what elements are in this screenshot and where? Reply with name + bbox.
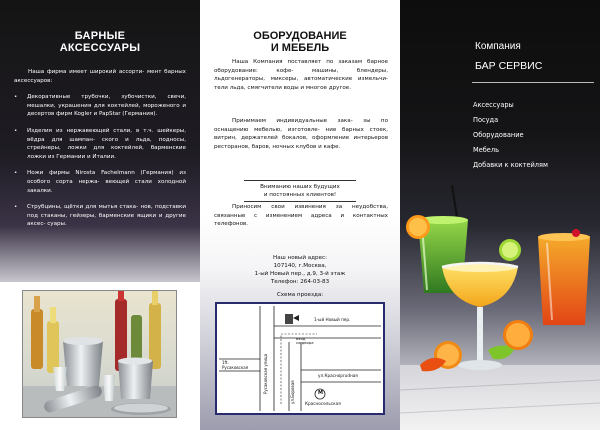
- list-item: [14, 127, 186, 161]
- map-label-rusakovskaya-street: Русаковская улица: [263, 353, 268, 394]
- address-line: 107140, г.Москва,: [273, 263, 327, 269]
- map-label-metro-station: Красносельская: [305, 401, 341, 406]
- panel-equipment-furniture: [200, 0, 400, 430]
- map-label-rusakovskaya-num: 1ft. Русаковская: [222, 360, 249, 370]
- list-item: Аксессуары: [473, 101, 514, 109]
- bar-accessories-photo: [22, 290, 177, 418]
- map-heading: Схема проезда:: [276, 292, 324, 298]
- bullet-icon: •: [14, 127, 18, 134]
- metro-icon: М: [318, 390, 323, 396]
- panel-cover: [400, 0, 600, 430]
- list-item: [14, 93, 186, 119]
- list-item-text: Ножи фирмы Nirosta Fachelmann (Германия) из особого сорта нержа- веющей стали холодной закалки.: [27, 170, 186, 194]
- list-item: Добавки к коктейлям: [473, 161, 548, 169]
- directions-map: [215, 302, 385, 415]
- list-item-text: Декоративные трубочки, зубочистки, свечи, мешалки, украшения для коктейлей, мороженого и десертов фирм Kogler и PapStar (Германия).: [27, 94, 186, 118]
- map-label-krasnoprudnaya: ул.Красноprudная: [318, 373, 358, 378]
- map-label-first-new-lane: 1-ый Новый пер.: [314, 317, 351, 322]
- accessories-text: [0, 0, 200, 237]
- cocktails-illustration: [400, 175, 600, 430]
- company-label: Компания: [475, 41, 521, 52]
- list-item: [14, 203, 186, 229]
- apology-paragraph: Приносим свои извинения за неудобства, связанные с изменением адреса и контактных телефонов.: [214, 204, 388, 228]
- address-line: 1-ый Новый пер., д.9, 3-й этаж: [254, 271, 346, 277]
- list-item: Мебель: [473, 146, 499, 154]
- list-item: [14, 169, 186, 195]
- map-label-entrance: вход со двора: [296, 336, 314, 346]
- equipment-title: ОБОРУДОВАНИЕ И МЕБЕЛЬ: [253, 30, 347, 54]
- list-item-text: Струбцины, щётки для мытья стака- нов, подставки под стаканы, гейзеры, барменские ящики и другие аксес- суары.: [27, 204, 186, 228]
- phone-line: Телефон: 264-03-83: [270, 279, 330, 285]
- accessories-title: БАРНЫЕ АКСЕССУАРЫ: [59, 30, 141, 54]
- list-item: Оборудование: [473, 131, 524, 139]
- company-name: БАР СЕРВИС: [475, 60, 543, 72]
- list-item-text: Изделия из нержавеющей стали, в т.ч. шейкеры, вёдра для шампан- ского и льда, подносы, стрейнеры, ложки для коктейлей, барменские ложки из Германии и Италии.: [27, 127, 186, 160]
- bullet-icon: •: [14, 94, 18, 101]
- divider: [472, 82, 594, 83]
- map-drawing: [217, 304, 383, 413]
- map-label-borovaya: ул.Боровая: [290, 380, 295, 404]
- accessories-intro: Наша фирма имеет широкий ассорти- мент барных аксессуаров:: [14, 69, 186, 84]
- accessories-list: [14, 93, 186, 229]
- equipment-paragraph: Наша Компания поставляет по заказам барное оборудование: кофе- машины, блендеры, льдогенераторы, миксеры, автоматические измельчи- тели льда, смягчители воды и многое другое.: [214, 59, 388, 91]
- bullet-icon: •: [14, 204, 18, 211]
- panel-bar-accessories: [0, 0, 200, 430]
- bullet-icon: •: [14, 170, 18, 177]
- list-item: Посуда: [473, 116, 499, 124]
- furniture-paragraph: Принимаем индивидуальные зака- зы по оснащению мебелью, изготовле- ние барных стоек, витрин, держателей бокалов, оформление интерьеров ресторанов, баров, ночных клубов и кафе.: [214, 118, 388, 150]
- cocktails-photo: [400, 175, 600, 430]
- address-heading: Наш новый адрес:: [273, 255, 327, 261]
- product-list: [473, 98, 548, 173]
- accessories-illustration: [23, 291, 177, 418]
- clients-notice: Вниманию наших будущих и постоянных клиентов!: [244, 180, 356, 202]
